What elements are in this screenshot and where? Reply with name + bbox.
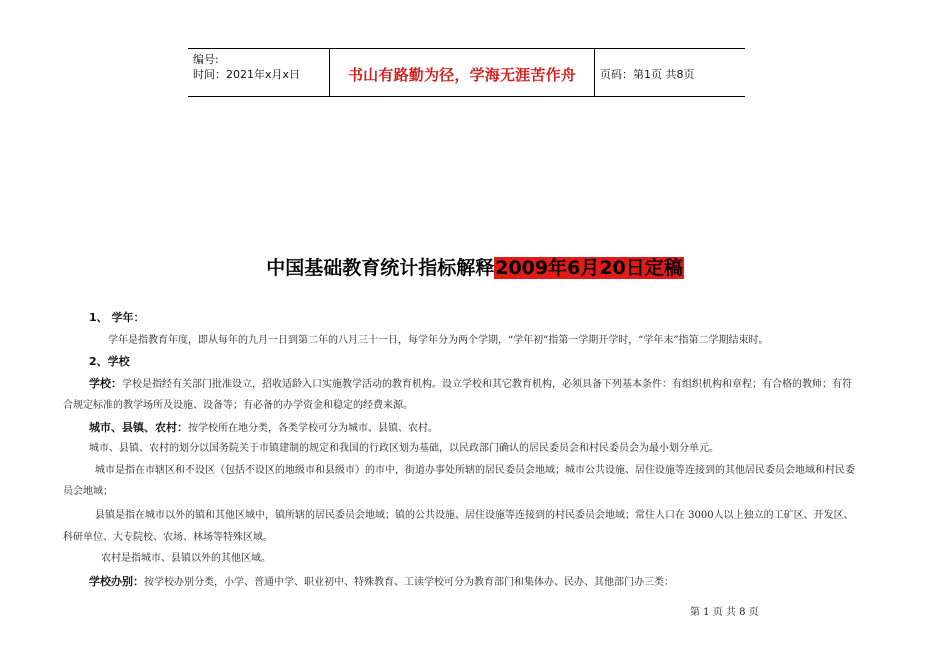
- city-paragraph-line2: 员会地域；: [63, 486, 113, 497]
- academic-year-text: 学年是指教育年度，即从每年的九月一日到第二年的八月三十一日，每学年分为两个学期，“学年初”指第一学期开学时，“学年末”指第二学期结束时。: [108, 335, 769, 346]
- urban-definition: 按学校所在地分类，各类学校可分为城市、县镇、农村。: [188, 423, 438, 434]
- title-highlight: 2009年6月20日定稿: [495, 257, 683, 279]
- document-title: [0, 253, 950, 280]
- title-main: 中国基础教育统计指标解释: [266, 257, 495, 279]
- section-heading-school: 2、学校: [89, 355, 130, 368]
- urban-division-paragraph: 城市、县镇、农村的划分以国务院关于市镇建制的规定和我国的行政区划为基础，以民政部门确认的居民委员会和村民委员会为最小划分单元。: [89, 443, 719, 454]
- urban-paragraph: [89, 417, 869, 439]
- header-meta: [193, 52, 300, 82]
- city-paragraph-line1: 城市是指在市辖区和不设区（包括不设区的地级市和县级市）的市中，街道办事处所辖的居民委员会地域；城市公共设施、居住设施等连接到的其他居民委员会地域和村民委: [95, 465, 855, 476]
- header-divider-right: [594, 48, 595, 97]
- school-definition: 学校是指经有关部门批准设立，招收适龄入口实施教学活动的教育机构。设立学校和其它教育机构，必须具备下列基本条件：有组织机构和章程；有合格的教师；有符: [122, 379, 852, 390]
- section-heading-academic-year: 1、 学年：: [89, 311, 145, 324]
- header-time-label: 时间：2021年x月x日: [193, 68, 301, 81]
- header-number-label: 编号:: [193, 53, 219, 66]
- rural-paragraph: 农村是指城市、县镇以外的其他区域。: [101, 553, 271, 564]
- header-bottom-rule: [188, 96, 745, 97]
- org-definition: 按学校办别分类，小学、普通中学、职业初中、特殊教育、工读学校可分为教育部门和集体办、民办、其他部门办三类：: [144, 577, 674, 588]
- school-paragraph-line2: 合规定标准的教学场所及设施、设备等；有必备的办学资金和稳定的经费来源。: [63, 400, 413, 411]
- org-paragraph: [89, 571, 869, 593]
- school-paragraph-line1: [89, 373, 869, 395]
- town-paragraph-line2: 科研单位、大专院校、农场、林场等特殊区域。: [63, 532, 273, 543]
- town-paragraph-line1: 县镇是指在城市以外的镇和其他区域中，镇所辖的居民委员会地域；镇的公共设施、居住设施等连接到的村民委员会地域；常住人口在 3000人以上独立的工矿区、开发区、: [95, 510, 854, 521]
- header-motto: 书山有路勤为径，学海无涯苦作舟: [347, 66, 576, 84]
- header-page-label: 页码：第1页 共8页: [600, 68, 695, 81]
- school-term: 学校：: [89, 377, 122, 390]
- footer-page-number: 第 1 页 共 8 页: [690, 607, 759, 618]
- org-term: 学校办别：: [89, 575, 144, 588]
- urban-term: 城市、县镇、农村：: [89, 421, 188, 434]
- header-top-rule: [188, 48, 745, 49]
